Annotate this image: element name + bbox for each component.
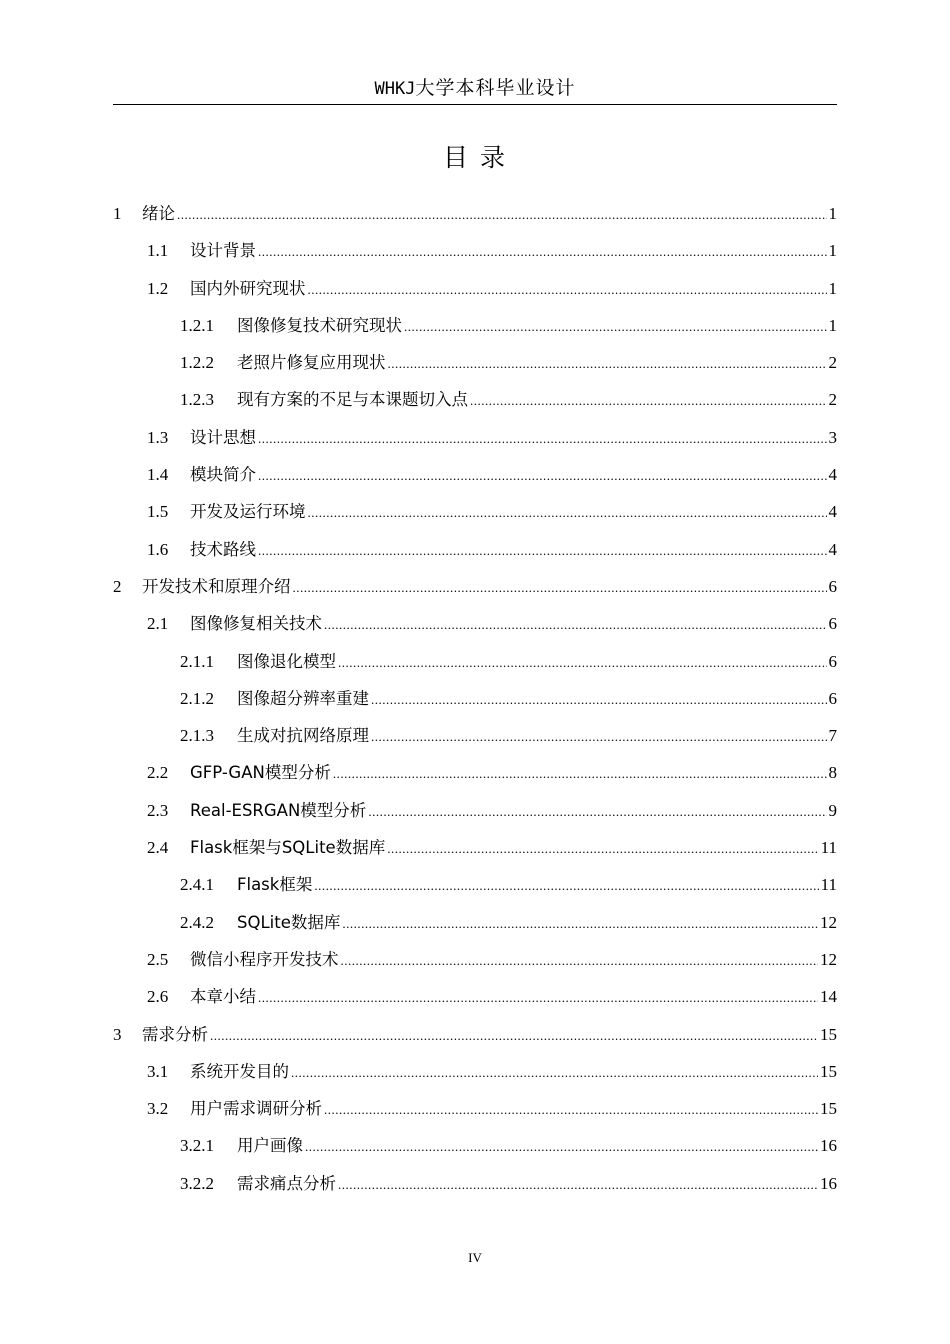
- toc-entry-label: Real-ESRGAN模型分析: [190, 800, 367, 820]
- toc-dot-leader: [314, 867, 818, 904]
- toc-entry-label: 用户画像: [237, 1136, 303, 1156]
- toc-entry-page: 2: [828, 390, 837, 410]
- toc-entry-page: 15: [820, 1024, 837, 1044]
- toc-entry-number: 1.1: [147, 241, 169, 261]
- toc-dot-leader: [404, 308, 827, 345]
- toc-entry-number: 1.3: [147, 427, 169, 447]
- toc-dot-leader: [308, 271, 827, 308]
- toc-entry-number: 2.1.3: [180, 726, 214, 746]
- table-of-contents: [113, 195, 837, 1202]
- toc-entry-label: 本章小结: [190, 987, 256, 1007]
- toc-entry-page: 1: [828, 241, 837, 261]
- toc-entry-page: 16: [820, 1136, 837, 1156]
- toc-entry-label: 国内外研究现状: [190, 278, 306, 298]
- toc-entry-label: 设计背景: [190, 241, 256, 261]
- toc-entry-label: 需求分析: [142, 1024, 208, 1044]
- toc-entry-number: 1.2: [147, 278, 169, 298]
- toc-entry-page: 1: [828, 315, 837, 335]
- toc-entry-number: 2.1.1: [180, 651, 214, 671]
- toc-entry[interactable]: [113, 232, 837, 269]
- toc-entry-label: 开发及运行环境: [190, 502, 306, 522]
- toc-entry-number: 3.1: [147, 1061, 169, 1081]
- toc-entry-label: 需求痛点分析: [237, 1173, 336, 1193]
- toc-entry-number: 2.6: [147, 987, 169, 1007]
- toc-entry[interactable]: [113, 456, 837, 493]
- toc-entry-number: 1.2.2: [180, 353, 214, 373]
- toc-entry[interactable]: [113, 941, 837, 978]
- toc-entry[interactable]: [113, 754, 837, 791]
- toc-entry[interactable]: [113, 270, 837, 307]
- toc-entry-label: 图像超分辨率重建: [237, 688, 369, 708]
- toc-dot-leader: [338, 644, 827, 681]
- toc-entry-label: Flask框架: [237, 875, 313, 895]
- toc-entry-number: 1.2.3: [180, 390, 214, 410]
- toc-dot-leader: [371, 718, 827, 755]
- toc-entry-number: 2.4.2: [180, 912, 214, 932]
- toc-dot-leader: [371, 681, 827, 718]
- toc-dot-leader: [293, 569, 827, 606]
- toc-entry-page: 14: [820, 987, 837, 1007]
- toc-entry-number: 3: [113, 1024, 122, 1044]
- toc-entry-number: 2.2: [147, 763, 169, 783]
- toc-entry[interactable]: [113, 307, 837, 344]
- toc-entry-page: 4: [828, 465, 837, 485]
- header-latin: WHKJ: [374, 79, 416, 99]
- toc-entry-number: 3.2.1: [180, 1136, 214, 1156]
- toc-entry-label: 模块简介: [190, 465, 256, 485]
- toc-dot-leader: [387, 830, 818, 867]
- toc-entry[interactable]: [113, 605, 837, 642]
- toc-entry-number: 1.4: [147, 465, 169, 485]
- toc-dot-leader: [291, 1054, 818, 1091]
- toc-entry-number: 2.4: [147, 838, 169, 858]
- toc-entry-label: 用户需求调研分析: [190, 1099, 322, 1119]
- toc-entry-label: SQLite数据库: [237, 912, 341, 932]
- toc-entry[interactable]: [113, 866, 837, 903]
- toc-entry[interactable]: [113, 419, 837, 456]
- toc-entry-page: 11: [820, 838, 837, 858]
- toc-entry[interactable]: [113, 568, 837, 605]
- toc-entry[interactable]: [113, 904, 837, 941]
- toc-entry-label: 图像修复技术研究现状: [237, 315, 402, 335]
- toc-dot-leader: [342, 905, 818, 942]
- page-title: 目 录: [443, 143, 507, 172]
- toc-entry-number: 3.2: [147, 1099, 169, 1119]
- toc-entry-label: 现有方案的不足与本课题切入点: [237, 390, 468, 410]
- toc-entry[interactable]: [113, 792, 837, 829]
- toc-entry-number: 1.2.1: [180, 315, 214, 335]
- toc-entry-number: 1.5: [147, 502, 169, 522]
- toc-dot-leader: [258, 233, 827, 270]
- toc-dot-leader: [333, 755, 827, 792]
- toc-entry-label: 老照片修复应用现状: [237, 353, 386, 373]
- toc-entry-number: 2.5: [147, 949, 169, 969]
- toc-entry-label: GFP-GAN模型分析: [190, 763, 331, 783]
- toc-entry-label: 图像退化模型: [237, 651, 336, 671]
- toc-entry-page: 6: [828, 688, 837, 708]
- toc-entry-number: 1: [113, 204, 122, 223]
- toc-entry-label: 设计思想: [190, 427, 256, 447]
- toc-entry-page: 1: [828, 278, 837, 298]
- running-header: [0, 73, 950, 100]
- toc-entry[interactable]: [113, 493, 837, 530]
- toc-entry-page: 6: [828, 576, 837, 596]
- toc-entry-page: 8: [828, 763, 837, 783]
- toc-entry-page: 2: [828, 353, 837, 373]
- toc-entry-number: 2.3: [147, 800, 169, 820]
- toc-entry-page: 11: [820, 875, 837, 895]
- toc-entry[interactable]: [113, 1127, 837, 1164]
- toc-entry[interactable]: [113, 531, 837, 568]
- toc-dot-leader: [258, 457, 827, 494]
- toc-entry[interactable]: [113, 381, 837, 418]
- toc-dot-leader: [338, 1166, 818, 1203]
- toc-dot-leader: [368, 793, 826, 830]
- toc-entry-page: 3: [828, 427, 837, 447]
- toc-entry-page: 9: [828, 800, 837, 820]
- toc-entry-page: 4: [828, 502, 837, 522]
- toc-entry[interactable]: [113, 1090, 837, 1127]
- toc-dot-leader: [324, 1091, 818, 1128]
- toc-entry[interactable]: [113, 1016, 837, 1053]
- toc-entry-page: 12: [820, 912, 837, 932]
- toc-entry[interactable]: [113, 978, 837, 1015]
- toc-entry-page: 1: [828, 204, 837, 223]
- toc-dot-leader: [210, 1017, 818, 1054]
- toc-entry-label: 图像修复相关技术: [190, 614, 322, 634]
- toc-entry-page: 15: [820, 1061, 837, 1081]
- toc-entry[interactable]: [113, 680, 837, 717]
- toc-entry[interactable]: [113, 1165, 837, 1202]
- toc-dot-leader: [177, 196, 827, 233]
- toc-entry-label: Flask框架与SQLite数据库: [190, 838, 386, 858]
- toc-entry-label: 绪论: [142, 204, 175, 223]
- toc-dot-leader: [470, 382, 827, 419]
- toc-dot-leader: [258, 420, 827, 457]
- toc-entry-page: 16: [820, 1173, 837, 1193]
- header-rule: [113, 104, 837, 105]
- page-number: IV: [468, 1250, 482, 1265]
- toc-entry-number: 1.6: [147, 539, 169, 559]
- toc-entry[interactable]: [113, 829, 837, 866]
- toc-dot-leader: [258, 532, 827, 569]
- toc-entry-number: 2.1: [147, 614, 169, 634]
- toc-dot-leader: [324, 606, 827, 643]
- toc-entry[interactable]: [113, 1053, 837, 1090]
- toc-entry-number: 2: [113, 576, 122, 596]
- header-text: 大学本科毕业设计: [415, 77, 576, 99]
- toc-entry-label: 微信小程序开发技术: [190, 949, 339, 969]
- toc-entry-label: 生成对抗网络原理: [237, 726, 369, 746]
- toc-entry-number: 2.1.2: [180, 688, 214, 708]
- toc-entry-number: 2.4.1: [180, 875, 214, 895]
- toc-entry-number: 3.2.2: [180, 1173, 214, 1193]
- toc-dot-leader: [341, 942, 819, 979]
- toc-entry-page: 15: [820, 1099, 837, 1119]
- toc-entry-page: 12: [820, 949, 837, 969]
- toc-dot-leader: [305, 1128, 818, 1165]
- toc-entry-page: 7: [828, 726, 837, 746]
- toc-entry-label: 开发技术和原理介绍: [142, 576, 291, 596]
- toc-entry-label: 系统开发目的: [190, 1061, 289, 1081]
- toc-entry[interactable]: [113, 195, 837, 232]
- toc-entry[interactable]: [113, 344, 837, 381]
- toc-entry[interactable]: [113, 717, 837, 754]
- toc-dot-leader: [308, 494, 827, 531]
- toc-dot-leader: [258, 979, 818, 1016]
- toc-entry-page: 4: [828, 539, 837, 559]
- toc-entry-label: 技术路线: [190, 539, 256, 559]
- toc-entry-page: 6: [828, 614, 837, 634]
- toc-entry[interactable]: [113, 643, 837, 680]
- toc-entry-page: 6: [828, 651, 837, 671]
- toc-dot-leader: [388, 345, 827, 382]
